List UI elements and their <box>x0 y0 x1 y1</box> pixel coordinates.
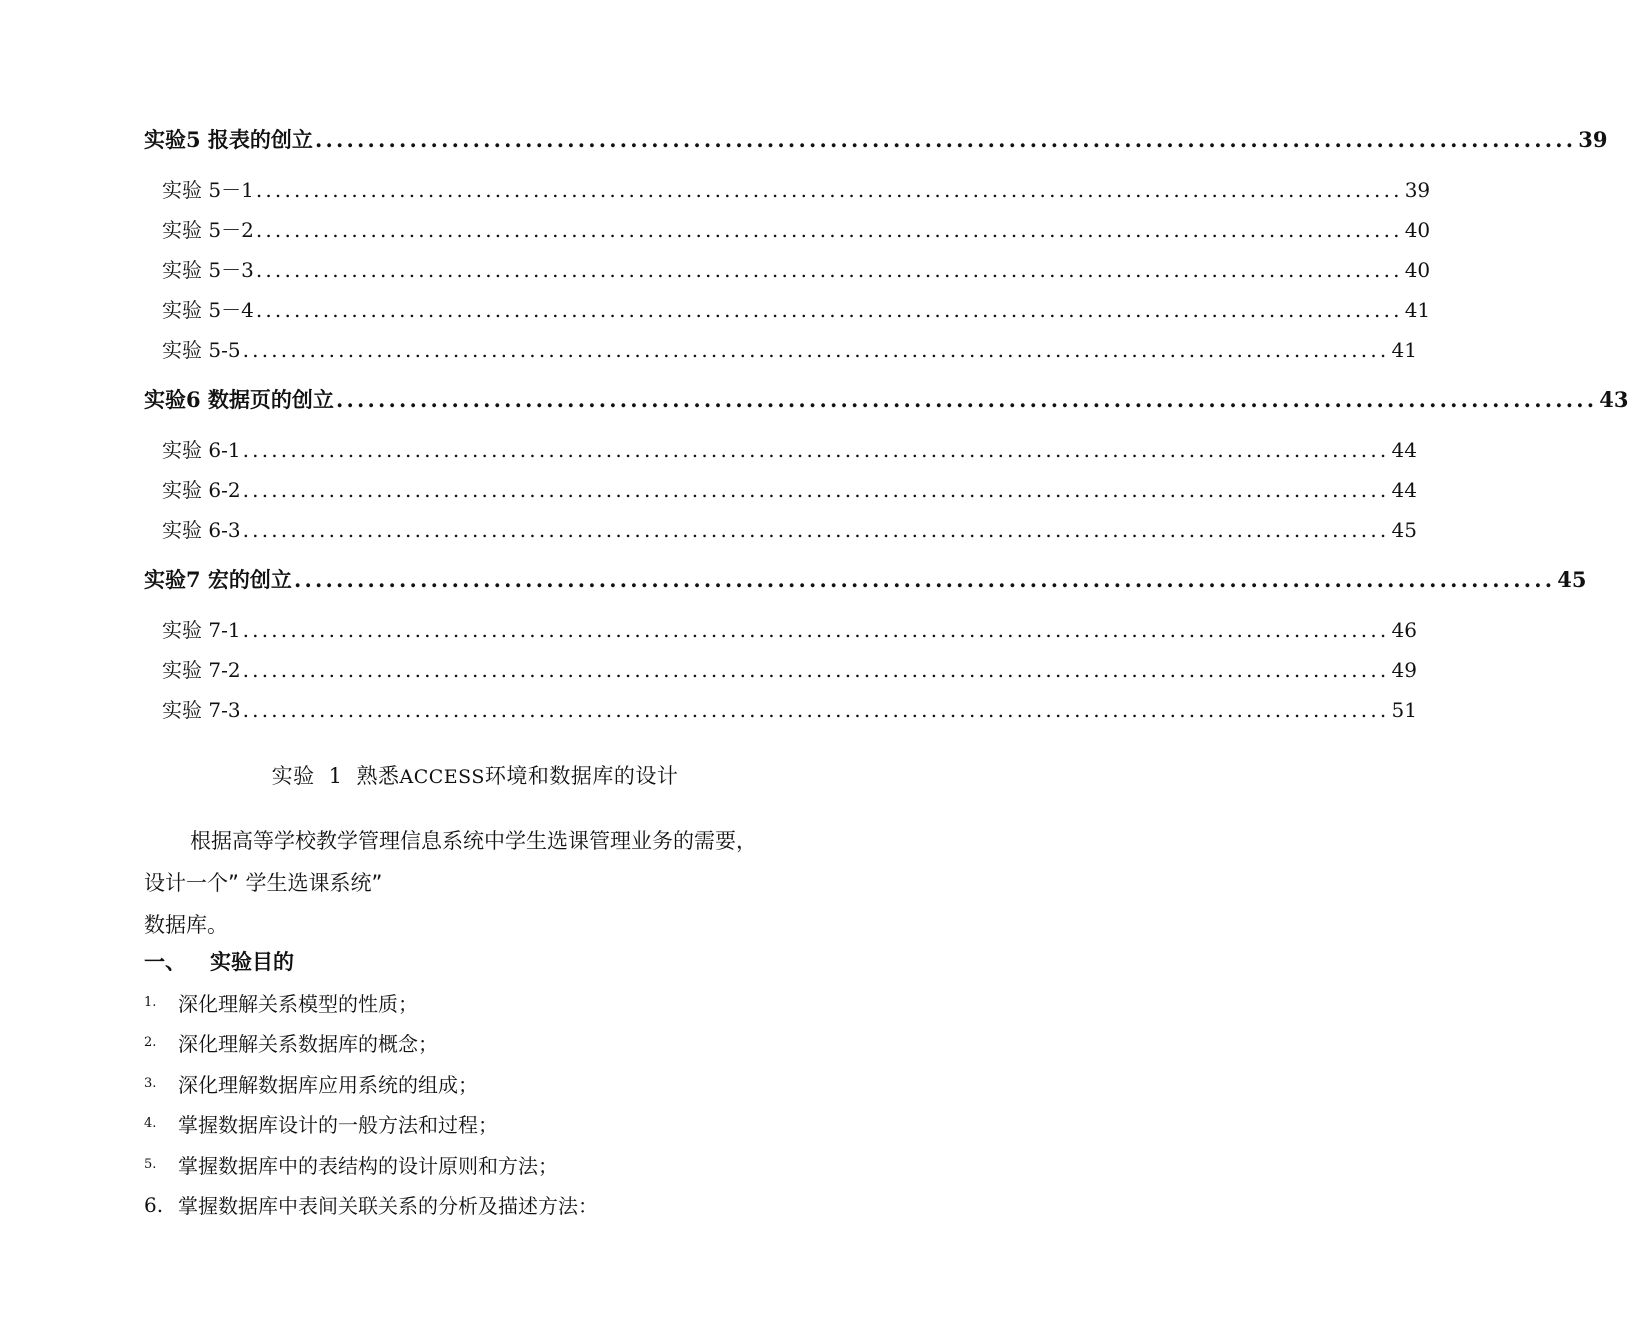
toc-leader: ........................................................................................................................ <box>255 258 1403 282</box>
toc-entry[interactable] <box>162 694 1417 723</box>
toc-label: 实验 6-1 <box>162 438 241 462</box>
list-text: 深化理解关系数据库的概念； <box>178 1032 438 1057</box>
toc-entry[interactable] <box>162 214 1431 243</box>
toc-leader: ........................................................................................................................ <box>255 298 1403 322</box>
title-number: 1 <box>328 764 343 788</box>
list-item <box>144 1144 824 1185</box>
toc-leader: ........................................................................................................................ <box>335 387 1598 412</box>
toc-leader: ........................................................................................................................ <box>255 178 1403 202</box>
objectives-list <box>144 982 824 1225</box>
heading-text: 实验目的 <box>210 950 294 974</box>
toc-label: 实验 5-5 <box>162 338 241 362</box>
toc-label: 实验 7-2 <box>162 658 241 682</box>
toc-label: 实验 6-2 <box>162 478 241 502</box>
toc-leader: ........................................................................................................................ <box>242 658 1390 682</box>
toc-leader: ........................................................................................................................ <box>242 618 1390 642</box>
toc-page: 44 <box>1391 438 1417 462</box>
list-text: 掌握数据库中的表结构的设计原则和方法； <box>178 1153 558 1178</box>
section-title <box>0 760 950 790</box>
list-number: 4. <box>144 1116 157 1132</box>
list-text: 掌握数据库设计的一般方法和过程； <box>178 1113 498 1138</box>
toc-page: 41 <box>1404 298 1431 322</box>
toc-page: 40 <box>1404 218 1431 242</box>
toc-page: 49 <box>1391 658 1417 682</box>
list-number: 2. <box>144 1035 157 1051</box>
toc-entry[interactable] <box>162 294 1431 323</box>
title-prefix: 实验 <box>271 764 315 788</box>
toc-page: 41 <box>1391 338 1417 362</box>
list-item <box>144 1063 824 1104</box>
toc-entry[interactable] <box>162 174 1431 203</box>
toc-page: 51 <box>1391 698 1417 722</box>
list-number: 6. <box>144 1192 164 1217</box>
toc-leader: ........................................................................................................................ <box>314 127 1577 152</box>
toc-leader: ........................................................................................................................ <box>242 698 1390 722</box>
toc-entry[interactable] <box>144 564 1587 594</box>
toc-label: 实验6 数据页的创立 <box>144 387 334 412</box>
toc-leader: ........................................................................................................................ <box>242 338 1390 362</box>
intro-line-1: 根据高等学校教学管理信息系统中学生选课管理业务的需要， <box>190 829 757 853</box>
toc-page: 45 <box>1391 518 1417 542</box>
toc-entry[interactable] <box>162 474 1417 503</box>
toc-entry[interactable] <box>144 124 1608 154</box>
list-text: 掌握数据库中表间关联关系的分析及描述方法： <box>178 1194 598 1219</box>
toc-page: 46 <box>1391 618 1417 642</box>
title-word: 熟悉 <box>356 764 400 788</box>
list-text: 深化理解数据库应用系统的组成； <box>178 1072 478 1097</box>
toc-entry[interactable] <box>162 514 1417 543</box>
toc-entry[interactable] <box>162 654 1417 683</box>
toc-leader: ........................................................................................................................ <box>242 518 1390 542</box>
toc-leader: ........................................................................................................................ <box>242 478 1390 502</box>
toc-entry[interactable] <box>144 384 1629 414</box>
toc-leader: ........................................................................................................................ <box>242 438 1390 462</box>
toc-label: 实验 5－2 <box>162 218 254 242</box>
intro-line-3: 数据库。 <box>144 913 228 937</box>
toc-label: 实验 7-3 <box>162 698 241 722</box>
title-product: ACCESS <box>399 766 485 788</box>
toc-entry[interactable] <box>162 434 1417 463</box>
list-item <box>144 982 824 1023</box>
toc-page: 39 <box>1404 178 1431 202</box>
toc-label: 实验5 报表的创立 <box>144 127 313 152</box>
objectives-heading <box>144 946 294 976</box>
toc-entry[interactable] <box>162 334 1417 363</box>
toc-page: 45 <box>1557 567 1587 592</box>
intro-line-2: 设计一个” 学生选课系统” <box>144 871 383 895</box>
toc-leader: ........................................................................................................................ <box>293 567 1556 592</box>
toc-label: 实验 5－1 <box>162 178 254 202</box>
list-item <box>144 1185 824 1226</box>
list-text: 深化理解关系模型的性质； <box>178 991 418 1016</box>
list-number: 1. <box>144 994 157 1010</box>
toc-label: 实验 6-3 <box>162 518 241 542</box>
heading-number: 一、 <box>144 950 186 974</box>
toc-label: 实验 5－4 <box>162 298 254 322</box>
list-item <box>144 1104 824 1145</box>
toc-page: 39 <box>1578 127 1608 152</box>
toc-page: 40 <box>1404 258 1431 282</box>
intro-paragraph <box>144 820 814 946</box>
list-number: 3. <box>144 1075 157 1091</box>
toc-page: 44 <box>1391 478 1417 502</box>
toc-entry[interactable] <box>162 614 1417 643</box>
title-rest: 环境和数据库的设计 <box>484 764 679 788</box>
toc-label: 实验 5－3 <box>162 258 254 282</box>
toc-entry[interactable] <box>162 254 1431 283</box>
toc-page: 43 <box>1599 387 1629 412</box>
toc-label: 实验 7-1 <box>162 618 241 642</box>
list-item <box>144 1023 824 1064</box>
toc-label: 实验7 宏的创立 <box>144 567 292 592</box>
list-number: 5. <box>144 1156 157 1172</box>
toc-leader: ........................................................................................................................ <box>255 218 1403 242</box>
